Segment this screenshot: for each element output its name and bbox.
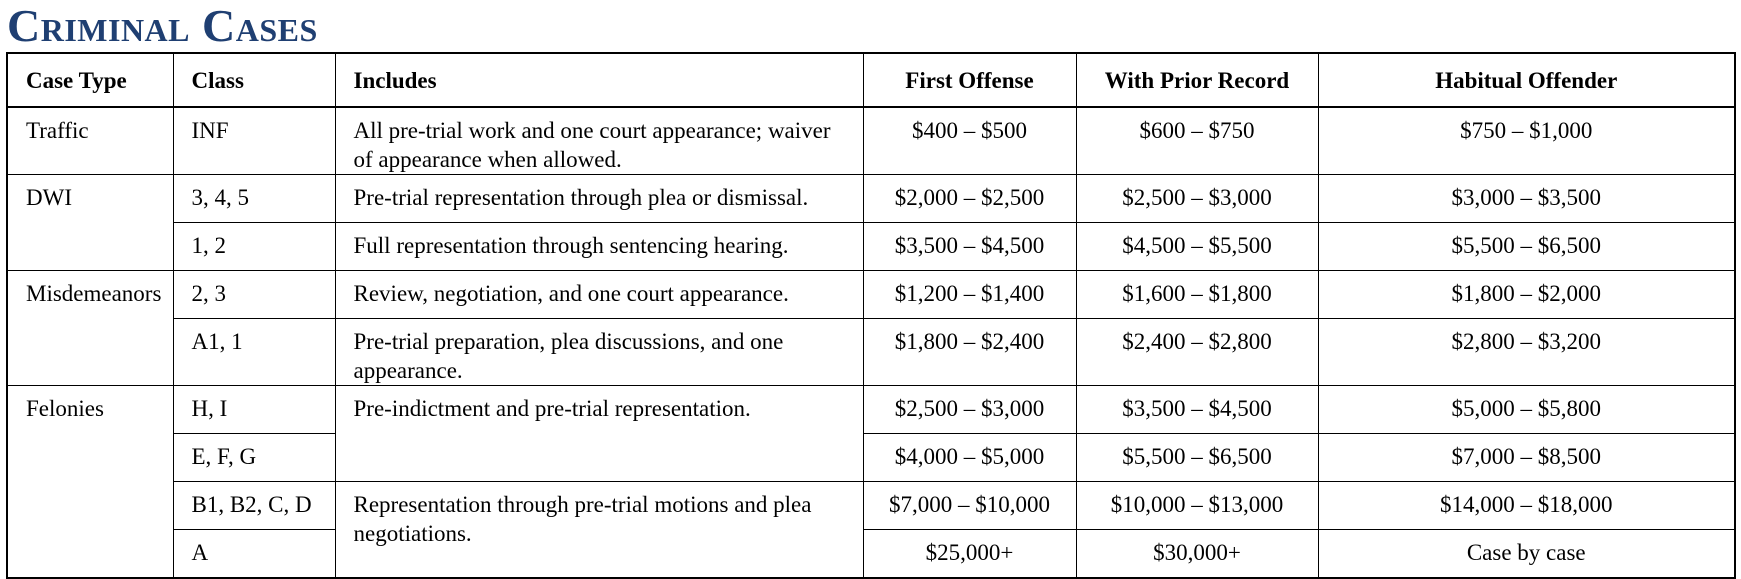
header-includes: Includes	[335, 53, 863, 107]
class-cell: H, I	[173, 386, 335, 434]
first-offense-cell: $4,000 – $5,000	[863, 434, 1076, 482]
prior-record-cell: $10,000 – $13,000	[1076, 482, 1318, 530]
class-cell: INF	[173, 107, 335, 175]
includes-cell: Pre-trial representation through plea or dismissal.	[335, 175, 863, 223]
table-row	[7, 175, 1735, 223]
prior-record-cell: $2,400 – $2,800	[1076, 319, 1318, 386]
includes-cell: Pre-indictment and pre-trial representation.	[335, 386, 863, 482]
page-title: Criminal Cases	[7, 0, 318, 51]
table-row	[7, 271, 1735, 319]
fee-table	[6, 52, 1736, 579]
table-row	[7, 319, 1735, 386]
prior-record-cell: $600 – $750	[1076, 107, 1318, 175]
header-class: Class	[173, 53, 335, 107]
first-offense-cell: $25,000+	[863, 530, 1076, 579]
header-first-offense: First Offense	[863, 53, 1076, 107]
prior-record-cell: $3,500 – $4,500	[1076, 386, 1318, 434]
header-prior-record: With Prior Record	[1076, 53, 1318, 107]
class-cell: E, F, G	[173, 434, 335, 482]
table-row	[7, 386, 1735, 434]
class-cell: B1, B2, C, D	[173, 482, 335, 530]
first-offense-cell: $2,500 – $3,000	[863, 386, 1076, 434]
prior-record-cell: $5,500 – $6,500	[1076, 434, 1318, 482]
class-cell: 1, 2	[173, 223, 335, 271]
first-offense-cell: $2,000 – $2,500	[863, 175, 1076, 223]
first-offense-cell: $1,200 – $1,400	[863, 271, 1076, 319]
prior-record-cell: $2,500 – $3,000	[1076, 175, 1318, 223]
includes-cell: Pre-trial preparation, plea discussions, and one appearance.	[335, 319, 863, 386]
class-cell: A1, 1	[173, 319, 335, 386]
header-row	[7, 53, 1735, 107]
habitual-offender-cell: $14,000 – $18,000	[1318, 482, 1735, 530]
habitual-offender-cell: $3,000 – $3,500	[1318, 175, 1735, 223]
prior-record-cell: $30,000+	[1076, 530, 1318, 579]
table-row	[7, 434, 1735, 482]
habitual-offender-cell: $2,800 – $3,200	[1318, 319, 1735, 386]
first-offense-cell: $3,500 – $4,500	[863, 223, 1076, 271]
includes-cell: Review, negotiation, and one court appearance.	[335, 271, 863, 319]
habitual-offender-cell: $750 – $1,000	[1318, 107, 1735, 175]
includes-cell: Full representation through sentencing hearing.	[335, 223, 863, 271]
case-type-cell: Felonies	[7, 386, 173, 579]
first-offense-cell: $400 – $500	[863, 107, 1076, 175]
prior-record-cell: $1,600 – $1,800	[1076, 271, 1318, 319]
header-case-type: Case Type	[7, 53, 173, 107]
prior-record-cell: $4,500 – $5,500	[1076, 223, 1318, 271]
table-row	[7, 530, 1735, 579]
first-offense-cell: $7,000 – $10,000	[863, 482, 1076, 530]
case-type-cell: Misdemeanors	[7, 271, 173, 386]
habitual-offender-cell: $5,500 – $6,500	[1318, 223, 1735, 271]
habitual-offender-cell: $5,000 – $5,800	[1318, 386, 1735, 434]
includes-cell: Representation through pre-trial motions and plea negotiations.	[335, 482, 863, 579]
habitual-offender-cell: $1,800 – $2,000	[1318, 271, 1735, 319]
table-row	[7, 223, 1735, 271]
table-row	[7, 107, 1735, 175]
class-cell: A	[173, 530, 335, 579]
header-habitual-offender: Habitual Offender	[1318, 53, 1735, 107]
includes-cell: All pre-trial work and one court appearance; waiver of appearance when allowed.	[335, 107, 863, 175]
table-row	[7, 482, 1735, 530]
case-type-cell: DWI	[7, 175, 173, 271]
first-offense-cell: $1,800 – $2,400	[863, 319, 1076, 386]
class-cell: 2, 3	[173, 271, 335, 319]
case-type-cell: Traffic	[7, 107, 173, 175]
class-cell: 3, 4, 5	[173, 175, 335, 223]
habitual-offender-cell: Case by case	[1318, 530, 1735, 579]
habitual-offender-cell: $7,000 – $8,500	[1318, 434, 1735, 482]
